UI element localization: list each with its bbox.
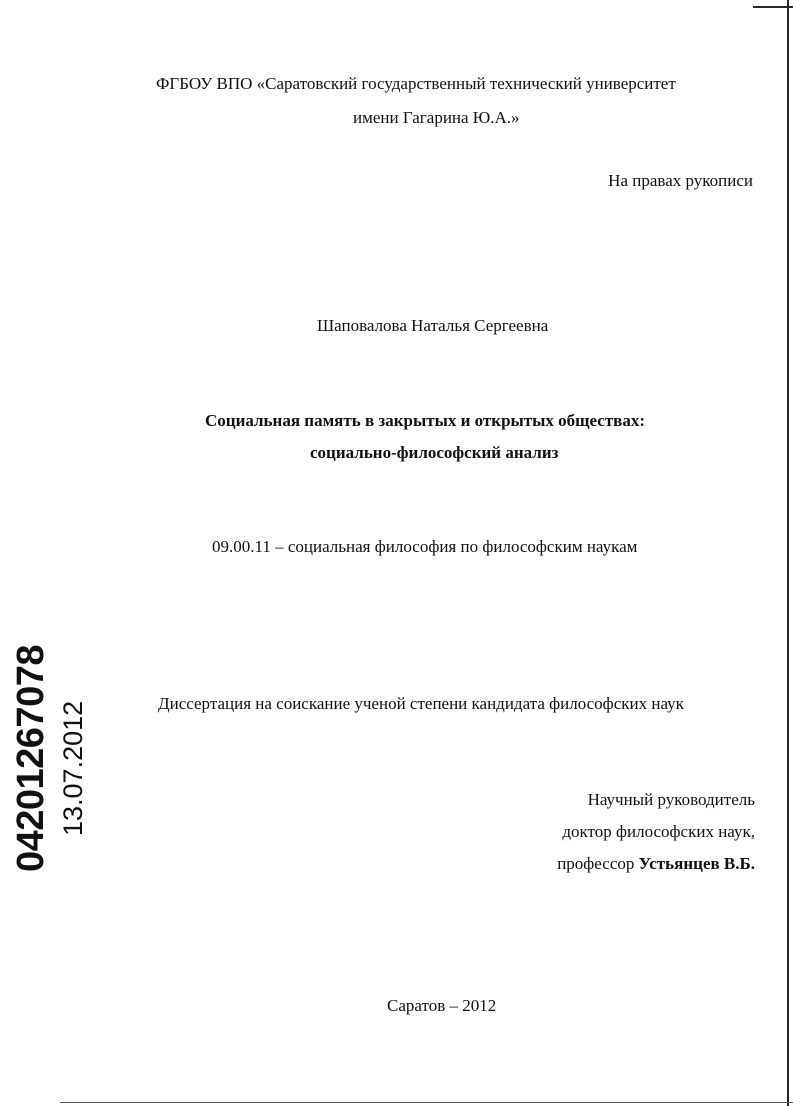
specialty-code: 09.00.11 – социальная философия по философским наукам: [212, 537, 638, 556]
supervisor-title: профессор: [557, 854, 635, 873]
city-year: Саратов – 2012: [387, 996, 497, 1015]
scan-edge-bottom: [60, 1102, 793, 1106]
title-line-1: Социальная память в закрытых и открытых обществах:: [205, 411, 646, 430]
supervisor-name: Устьянцев В.Б.: [638, 854, 755, 873]
supervisor-degree: доктор философских наук,: [562, 822, 755, 841]
supervisor-line: [557, 854, 755, 874]
organization-line-1: ФГБОУ ВПО «Саратовский государственный технический университет: [156, 74, 676, 93]
title-line-2: социально-философский анализ: [310, 443, 559, 462]
dissertation-type: Диссертация на соискание ученой степени кандидата философских наук: [158, 694, 684, 713]
supervisor-role: Научный руководитель: [587, 790, 755, 809]
stamp-date: 13.07.2012: [58, 700, 88, 836]
scan-edge-right: [787, 0, 789, 1106]
author-name: Шаповалова Наталья Сергеевна: [317, 316, 549, 335]
stamp-number: 04201267078: [10, 645, 52, 872]
organization-line-2: имени Гагарина Ю.А.»: [353, 108, 520, 127]
rights-note: На правах рукописи: [608, 171, 753, 190]
